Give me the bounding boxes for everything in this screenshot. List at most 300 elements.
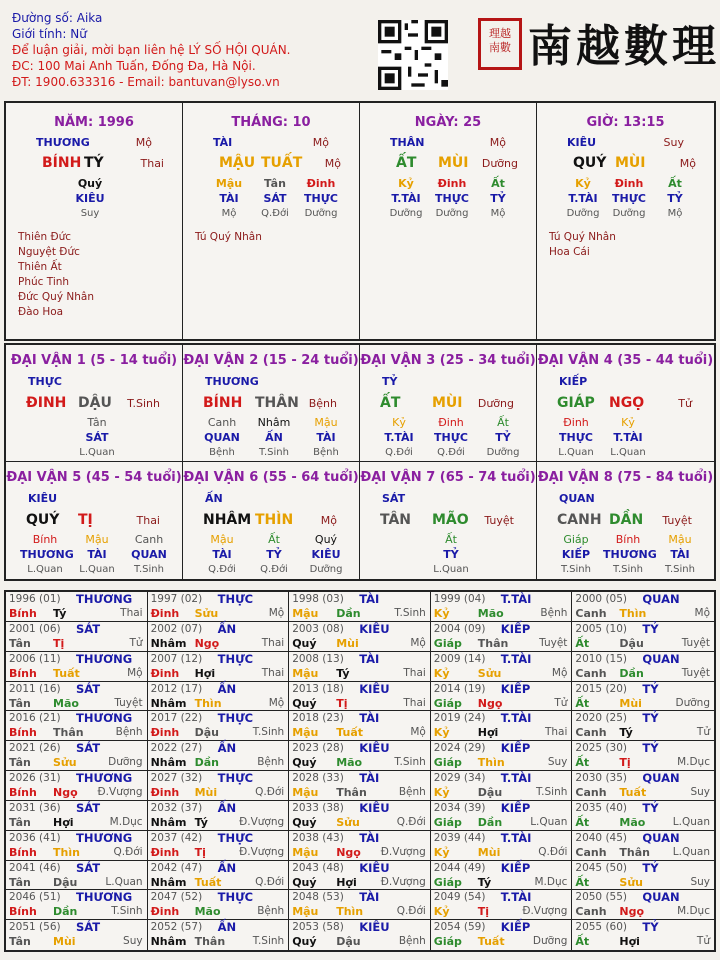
year-cell: [572, 801, 714, 831]
heavenly-stem: Ất: [575, 756, 590, 770]
earthly-branch: Tị: [477, 905, 490, 919]
growth-stage: L.Quan: [105, 875, 143, 888]
year-label: 2005 (10): [575, 622, 628, 635]
growth-stage: Mộ: [320, 514, 337, 527]
ten-god-label: KIẾP: [500, 621, 531, 636]
heavenly-stem: Đinh: [150, 607, 180, 620]
year-label: 2009 (14): [433, 652, 486, 665]
growth-stage: M.Dục: [534, 875, 568, 888]
growth-stage: L.Quan: [672, 845, 710, 858]
earthly-branch: Tý: [53, 607, 67, 620]
growth-stage: L.Quan: [672, 815, 710, 828]
yearly-grid: [4, 590, 716, 952]
year-cell: [289, 890, 431, 920]
ten-god-label: SÁT: [76, 920, 101, 935]
earthly-branch: Thân: [53, 726, 84, 740]
year-cell: [148, 741, 290, 771]
earthly-branch: Mão: [53, 696, 79, 710]
year-label: 1997 (02): [150, 593, 203, 605]
year-cell: [431, 890, 573, 920]
year-label: 2015 (20): [575, 682, 628, 695]
earthly-branch: Mão: [619, 815, 646, 829]
growth-stage: M.Dục: [677, 756, 710, 769]
year-label: 2006 (11): [9, 652, 61, 665]
year-cell: [289, 801, 431, 831]
hidden-stem: [551, 415, 601, 460]
earthly-branch: Tý: [619, 726, 633, 740]
year-label: 1999 (04): [433, 593, 486, 605]
earthly-branch: Hợi: [477, 726, 499, 740]
heavenly-stem: Quý: [292, 696, 317, 710]
year-cell: [289, 592, 431, 622]
hidden-ten-god: SÁT: [85, 431, 109, 444]
hidden-stem: [249, 415, 299, 460]
growth-stage: Thai: [136, 514, 160, 527]
year-label: 2010 (15): [575, 652, 628, 665]
heavenly-stem: Tân: [9, 935, 31, 949]
earthly-branch: Tị: [194, 845, 206, 859]
hidden-stem-name: Kỷ: [621, 416, 635, 429]
ten-god-label: THƯƠNG: [76, 711, 133, 726]
earthly-branch: Tị: [53, 636, 65, 650]
heavenly-stem: Đinh: [150, 845, 180, 859]
growth-stage: Q.Đới: [396, 905, 426, 918]
heavenly-stem: Quý: [292, 636, 317, 650]
earthly-branch: Tý: [194, 815, 208, 829]
heavenly-stem: Quý: [292, 756, 317, 770]
year-cell: [289, 741, 431, 771]
dai-van-title: ĐẠI VẬN 3 (25 - 34 tuổi): [360, 353, 536, 368]
ten-god-label: TỶ: [642, 741, 659, 756]
heavenly-stem: Nhâm: [150, 756, 187, 770]
earthly-branch: THÌN: [255, 512, 294, 528]
hidden-stem-name: Kỷ: [575, 177, 591, 190]
earthly-branch: Hợi: [53, 815, 74, 829]
growth-stage: Đ.Vượng: [380, 875, 426, 888]
hidden-stem: [474, 176, 522, 221]
earthly-branch: Dần: [477, 815, 503, 829]
hidden-stem-name: Quý: [77, 177, 103, 190]
hidden-stage: T.Sinh: [259, 447, 289, 458]
hidden-stem: [603, 532, 657, 577]
heavenly-stem: BÍNH: [203, 395, 243, 411]
ten-god-label: THƯƠNG: [76, 651, 133, 666]
earthly-branch: Mùi: [53, 935, 76, 949]
year-label: 2049 (54): [433, 891, 486, 904]
dai-van-title: ĐẠI VẬN 5 (45 - 54 tuổi): [6, 470, 182, 485]
hidden-ten-god: QUAN: [131, 548, 167, 561]
dai-van-cell: [6, 462, 183, 579]
earthly-branch: DẦN: [609, 512, 644, 528]
ten-god-label: THƯƠNG: [76, 592, 133, 606]
growth-stage: T.Sinh: [127, 397, 160, 410]
year-label: 2050 (55): [575, 891, 628, 904]
hidden-ten-god: TỶ: [490, 192, 506, 205]
hidden-stage: Dưỡng: [566, 208, 600, 219]
hidden-ten-god: KIÊU: [311, 548, 341, 561]
earthly-branch: Tị: [619, 756, 631, 770]
pillar-title: THÁNG: 10: [231, 115, 311, 130]
year-label: 2036 (41): [9, 831, 61, 844]
star-item: Tú Quý Nhân: [195, 231, 262, 243]
heavenly-stem: Đinh: [150, 905, 180, 919]
heavenly-stem: Ất: [575, 636, 590, 650]
hidden-stage: Mộ: [490, 208, 506, 219]
ten-god-label: QUAN: [642, 771, 680, 785]
earthly-branch: Hợi: [194, 666, 216, 680]
heavenly-stem: CANH: [557, 512, 602, 528]
year-label: 2020 (25): [575, 712, 628, 725]
ten-god-label: SÁT: [382, 492, 406, 505]
growth-stage: Tuyệt: [681, 636, 710, 649]
year-cell: [431, 771, 573, 801]
heavenly-stem: Kỷ: [433, 905, 450, 919]
growth-stage: Tuyệt: [539, 636, 568, 649]
heavenly-stem: QUÝ: [573, 155, 607, 171]
heavenly-stem: Canh: [575, 786, 607, 799]
hidden-stem-name: Ất: [491, 177, 505, 190]
growth-stage: Bệnh: [257, 756, 285, 769]
hidden-ten-god: TÀI: [219, 192, 239, 205]
ten-god-label: SÁT: [76, 741, 101, 756]
dai-van-title: ĐẠI VẬN 2 (15 - 24 tuổi): [183, 353, 359, 368]
ten-god-label: SÁT: [76, 681, 101, 696]
earthly-branch: THÂN: [255, 395, 299, 411]
dai-van-cell: [537, 462, 714, 579]
earthly-branch: NGỌ: [609, 395, 645, 411]
hidden-stem-name: Mậu: [215, 177, 243, 190]
heavenly-stem: GIÁP: [557, 395, 595, 411]
heavenly-stem: Kỷ: [433, 845, 450, 859]
hidden-stem: [197, 532, 247, 577]
heavenly-stem: ẤT: [380, 395, 401, 411]
hidden-ten-god: THỰC: [434, 431, 468, 444]
hidden-stage: T.Sinh: [134, 564, 164, 575]
hidden-stem-name: Đinh: [563, 416, 589, 429]
ten-god-label: ẤN: [217, 860, 237, 875]
hidden-stage: T.Sinh: [665, 564, 695, 575]
year-label: 2048 (53): [292, 891, 344, 904]
hidden-stem: [124, 532, 174, 577]
ten-god-label: THÂN: [390, 136, 425, 149]
year-cell: [572, 831, 714, 861]
earthly-branch: MÙI: [438, 155, 469, 171]
year-label: 2021 (26): [9, 742, 61, 755]
heavenly-stem: Bính: [9, 905, 37, 919]
year-label: 2055 (60): [575, 921, 628, 934]
growth-stage: Suy: [123, 935, 143, 948]
earthly-branch: Sửu: [53, 756, 77, 770]
hidden-stem: [205, 176, 253, 221]
hidden-stage: L.Quan: [79, 447, 115, 458]
growth-stage: Mộ: [127, 666, 143, 679]
star-item: Đào Hoa: [18, 306, 64, 318]
ten-god-label: T.TÀI: [500, 830, 532, 845]
hidden-stem-name: Kỷ: [392, 416, 406, 429]
earthly-branch: Dậu: [477, 786, 503, 799]
hidden-stage: Dưỡng: [435, 208, 469, 219]
earthly-branch: Ngọ: [336, 845, 361, 859]
hidden-stage: L.Quan: [27, 564, 63, 575]
pillar-cell: [360, 103, 537, 339]
year-label: 2001 (06): [9, 622, 61, 635]
earthly-branch: Dần: [53, 905, 78, 919]
hidden-stem: [66, 176, 114, 221]
year-cell: [572, 890, 714, 920]
ten-god-label: KIÊU: [567, 136, 597, 149]
earthly-branch: Dậu: [194, 726, 219, 740]
earthly-branch: Tị: [336, 696, 348, 710]
year-cell: [289, 920, 431, 950]
hidden-stem: [20, 532, 74, 577]
growth-stage: Bệnh: [115, 726, 143, 739]
year-label: 2031 (36): [9, 801, 61, 814]
year-label: 2002 (07): [150, 622, 203, 635]
ten-god-label: ẤN: [217, 681, 237, 696]
star-list: [18, 230, 94, 320]
hidden-ten-god: THƯƠNG: [20, 548, 74, 561]
year-cell: [148, 622, 290, 652]
growth-stage: T.Sinh: [252, 726, 285, 739]
year-cell: [148, 771, 290, 801]
heavenly-stem: Đinh: [150, 666, 180, 680]
year-label: 2019 (24): [433, 712, 486, 725]
ten-god-label: TÀI: [359, 592, 380, 606]
hidden-ten-god: THỰC: [304, 192, 338, 205]
year-label: 2023 (28): [292, 742, 344, 755]
growth-stage: Tử: [696, 935, 710, 948]
growth-stage: Mộ: [410, 636, 426, 649]
ten-god-label: ẤN: [205, 492, 223, 505]
hidden-ten-god: T.TÀI: [391, 192, 421, 205]
year-label: 2052 (57): [150, 921, 203, 934]
hidden-stage: Dưỡng: [612, 208, 646, 219]
year-label: 2012 (17): [150, 682, 203, 695]
star-item: Đức Quý Nhân: [18, 291, 94, 303]
ten-god-label: THỰC: [217, 651, 254, 666]
year-cell: [6, 741, 148, 771]
growth-stage: Thai: [403, 696, 426, 709]
year-label: 2038 (43): [292, 831, 344, 844]
earthly-branch: Mùi: [477, 845, 501, 859]
dai-van-title: ĐẠI VẬN 7 (65 - 74 tuổi): [360, 470, 536, 485]
heavenly-stem: Ất: [575, 815, 590, 829]
ten-god-label: THỰC: [217, 890, 254, 905]
year-label: 2003 (08): [292, 622, 344, 635]
ten-god-label: THỰC: [28, 375, 62, 388]
brand-title: 南越數理: [528, 21, 720, 72]
growth-stage: Đ.Vượng: [522, 905, 568, 918]
heavenly-stem: ẤT: [396, 155, 417, 171]
ten-god-label: THƯƠNG: [76, 830, 133, 845]
ten-god-label: TỶ: [642, 860, 659, 875]
pillar-cell: [183, 103, 360, 339]
heavenly-stem: Nhâm: [150, 636, 187, 650]
year-label: 1996 (01): [9, 593, 61, 605]
growth-stage: Đ.Vượng: [239, 845, 285, 858]
hidden-stem: [301, 415, 351, 460]
year-cell: [289, 682, 431, 712]
year-label: 2025 (30): [575, 742, 628, 755]
heavenly-stem: Mậu: [292, 607, 319, 620]
earthly-branch: Dậu: [619, 636, 644, 650]
growth-stage: Dưỡng: [477, 397, 514, 410]
dai-van-title: ĐẠI VẬN 8 (75 - 84 tuổi): [537, 470, 714, 485]
earthly-branch: MÙI: [432, 395, 463, 411]
year-label: 2043 (48): [292, 861, 344, 874]
growth-stage: Tuyệt: [484, 514, 514, 527]
earthly-branch: Sửu: [619, 875, 643, 889]
dai-van-cell: [360, 345, 537, 462]
hidden-stem-name: Quý: [314, 533, 338, 546]
pillar-title: GIỜ: 13:15: [586, 115, 665, 130]
growth-stage: Thai: [261, 666, 285, 679]
growth-stage: Q.Đới: [396, 815, 426, 828]
earthly-branch: Mão: [194, 905, 221, 919]
ten-god-label: KIÊU: [28, 492, 58, 505]
four-pillars: [4, 101, 716, 341]
heavenly-stem: Kỷ: [433, 607, 450, 620]
hidden-stem-name: Đinh: [614, 177, 644, 190]
year-label: 2039 (44): [433, 831, 486, 844]
hidden-stem-name: Mậu: [314, 416, 338, 429]
earthly-branch: Thân: [194, 935, 226, 949]
year-label: 2044 (49): [433, 861, 486, 874]
earthly-branch: Mùi: [619, 696, 642, 710]
ten-god-label: KIÊU: [359, 920, 390, 935]
heavenly-stem: QUÝ: [26, 512, 60, 528]
hidden-stem: [197, 415, 247, 460]
growth-stage: Bệnh: [398, 786, 426, 798]
ten-god-label: TÀI: [359, 771, 380, 785]
ten-god-label: THỰC: [217, 771, 254, 785]
heavenly-stem: Tân: [9, 636, 31, 650]
year-cell: [431, 920, 573, 950]
earthly-branch: MÙI: [615, 155, 646, 171]
year-cell: [6, 652, 148, 682]
hidden-ten-god: TỶ: [667, 192, 683, 205]
year-label: 2034 (39): [433, 801, 486, 814]
growth-stage: Mộ: [268, 696, 285, 709]
hidden-stem: [551, 532, 601, 577]
hidden-stage: Q.Đới: [385, 447, 413, 458]
address-line: ĐC: 100 Mai Anh Tuấn, Đống Đa, Hà Nội.: [12, 59, 256, 73]
ten-god-label: SÁT: [76, 860, 101, 875]
earthly-branch: Tuất: [194, 875, 222, 889]
heavenly-stem: Ất: [575, 696, 590, 710]
year-cell: [148, 890, 290, 920]
earthly-branch: Thân: [619, 845, 650, 859]
heavenly-stem: Tân: [9, 756, 31, 770]
year-cell: [6, 801, 148, 831]
earthly-branch: Dần: [194, 756, 219, 770]
earthly-branch: Sửu: [477, 666, 502, 680]
heavenly-stem: Giáp: [433, 935, 462, 949]
heavenly-stem: Nhâm: [150, 935, 187, 949]
earthly-branch: Sửu: [336, 815, 360, 829]
year-cell: [148, 711, 290, 741]
hidden-stem-name: Kỷ: [398, 177, 414, 190]
earthly-branch: Tý: [336, 666, 350, 680]
year-label: 2026 (31): [9, 772, 61, 784]
ten-god-label: QUAN: [642, 890, 680, 905]
hidden-stage: Q.Đới: [437, 447, 465, 458]
heavenly-stem: Đinh: [150, 786, 180, 799]
year-cell: [289, 622, 431, 652]
year-label: 2024 (29): [433, 742, 486, 755]
qr-code-icon: [378, 20, 448, 90]
heavenly-stem: Giáp: [433, 756, 462, 770]
ten-god-label: KIẾP: [559, 375, 588, 388]
pillar-title: NĂM: 1996: [54, 115, 134, 130]
pillar-top-row: [537, 136, 714, 152]
growth-stage: Thai: [120, 607, 143, 619]
year-label: 2028 (33): [292, 772, 344, 784]
hidden-stem-name: Giáp: [563, 533, 589, 546]
year-label: 2000 (05): [575, 593, 628, 605]
heavenly-stem: Giáp: [433, 636, 462, 650]
ten-god-label: TÀI: [359, 651, 380, 666]
growth-stage: M.Dục: [677, 905, 710, 918]
dai-van-title: ĐẠI VẬN 6 (55 - 64 tuổi): [183, 470, 359, 485]
ten-god-label: KIÊU: [359, 860, 390, 875]
heavenly-stem: Canh: [575, 845, 607, 859]
year-cell: [289, 861, 431, 891]
ten-god-label: QUAN: [642, 830, 680, 845]
hidden-stem: [251, 176, 299, 221]
year-label: 2030 (35): [575, 772, 628, 784]
ten-god-label: T.TÀI: [500, 771, 532, 785]
year-cell: [6, 622, 148, 652]
hidden-stem-name: Bính: [32, 533, 58, 546]
hidden-stem: [605, 176, 653, 221]
star-item: Thiên Đức: [18, 231, 72, 243]
growth-stage: Mộ: [324, 157, 341, 170]
year-label: 1998 (03): [292, 593, 344, 605]
heavenly-stem: ĐINH: [26, 395, 67, 411]
earthly-branch: Hợi: [619, 935, 640, 949]
ten-god-label: QUAN: [642, 651, 680, 666]
ten-god-label: ẤN: [217, 920, 237, 935]
ten-god-label: KIÊU: [359, 800, 390, 815]
star-item: Hoa Cái: [549, 246, 590, 258]
heavenly-stem: Kỷ: [433, 666, 450, 680]
heavenly-stem: Quý: [292, 875, 317, 889]
year-cell: [148, 592, 290, 622]
hidden-stage: Mộ: [221, 208, 237, 219]
heavenly-stem: Giáp: [433, 815, 462, 829]
year-label: 2007 (12): [150, 652, 203, 665]
earthly-branch: Thìn: [53, 845, 80, 859]
heavenly-stem: Tân: [9, 815, 31, 829]
hidden-stem-name: Ất: [668, 177, 682, 190]
year-label: 2032 (37): [150, 801, 203, 814]
heavenly-stem: Canh: [575, 666, 607, 680]
star-item: Nguyệt Đức: [18, 246, 80, 258]
earthly-branch: Thân: [336, 786, 367, 799]
hidden-stem: [374, 415, 424, 460]
year-label: 2011 (16): [9, 682, 61, 695]
growth-stage: Mộ: [551, 666, 568, 679]
ten-god-label: KIẾP: [500, 741, 531, 756]
year-label: 2042 (47): [150, 861, 203, 874]
growth-stage: Bệnh: [398, 935, 426, 948]
hidden-stem: [426, 415, 476, 460]
hidden-stage: Mộ: [667, 208, 683, 219]
year-cell: [6, 890, 148, 920]
year-label: 2008 (13): [292, 652, 344, 665]
heavenly-stem: Giáp: [433, 875, 462, 889]
